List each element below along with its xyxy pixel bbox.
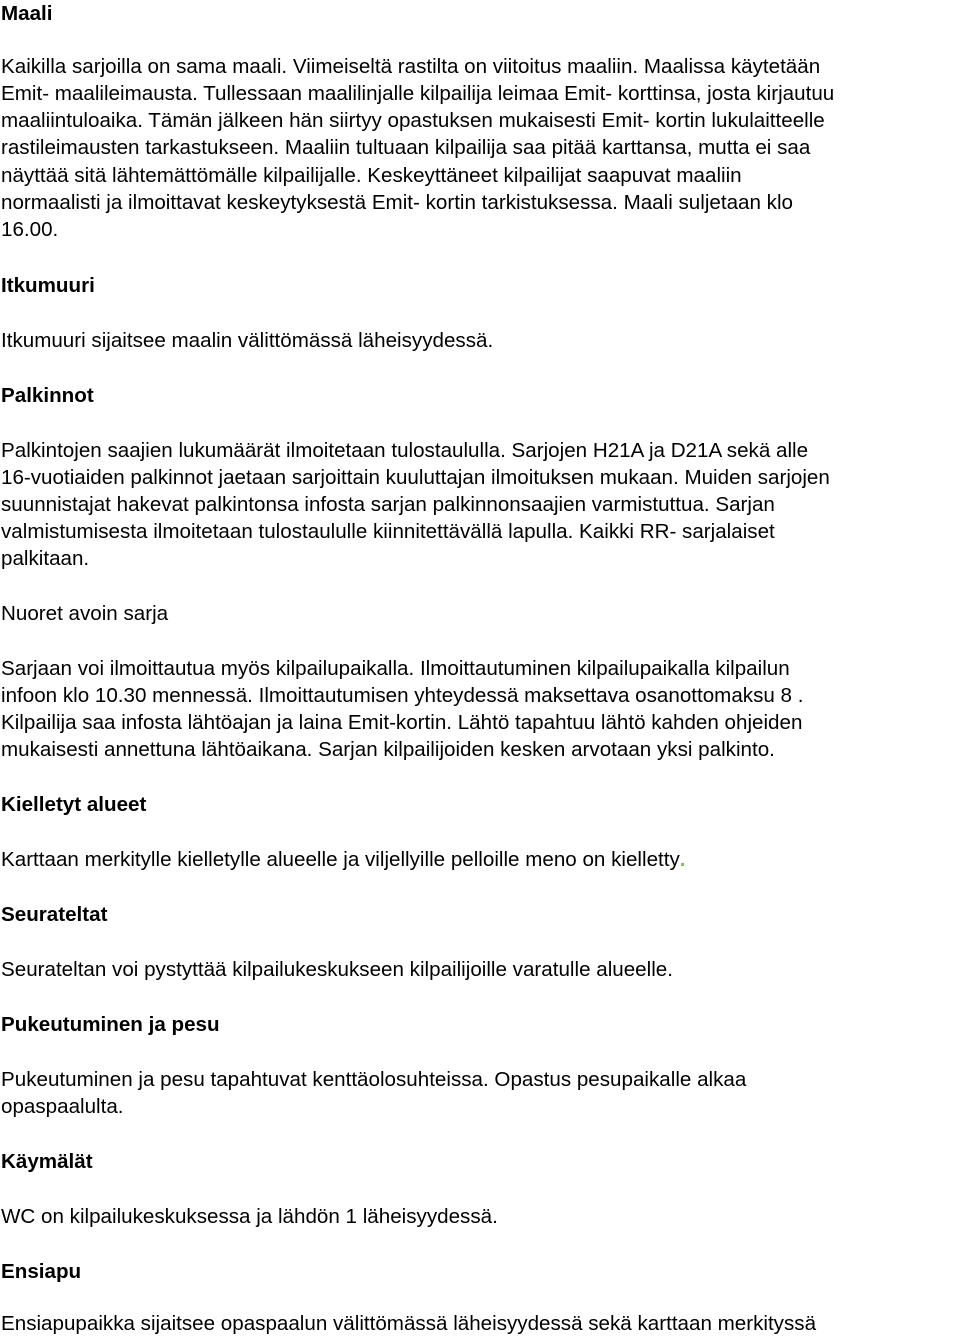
kielletyt-line-1 [1,846,686,873]
heading-kielletyt-alueet: Kielletyt alueet [1,793,147,816]
palkinnot-line-1: Palkintojen saajien lukumäärät ilmoitetaan tulostaululla. Sarjojen H21A ja D21A sekä alle [1,439,809,462]
palkinnot-line-5: palkitaan. [1,547,90,570]
maali-line-2: Emit- maalileimausta. Tullessaan maalilinjalle kilpailija leimaa Emit- korttinsa, josta kirjautuu [1,82,835,105]
itkumuuri-line-1: Itkumuuri sijaitsee maalin välittömässä läheisyydessä. [1,329,494,352]
maali-line-7: 16.00. [1,218,59,241]
nuoret-line-2: infoon klo 10.30 mennessä. Ilmoittautumisen yhteydessä maksettava osanottomaksu 8 . [1,684,804,707]
heading-pukeutuminen-ja-pesu: Pukeutuminen ja pesu [1,1013,220,1036]
palkinnot-line-2: 16-vuotiaiden palkinnot jaetaan sarjoittain kuuluttajan ilmoituksen mukaan. Muiden sarjojen [1,466,830,489]
heading-seurateltat: Seurateltat [1,903,108,926]
palkinnot-line-4: valmistumisesta ilmoitetaan tulostaululle kiinnitettävällä lapulla. Kaikki RR- sarjalaiset [1,520,775,543]
nuoret-line-1: Sarjaan voi ilmoittautua myös kilpailupaikalla. Ilmoittautuminen kilpailupaikalla kilpailun [1,657,790,680]
ensiapu-line-1: Ensiapupaikka sijaitsee opaspaalun välittömässä läheisyydessä sekä karttaan merkityssä [1,1312,817,1335]
pukeutuminen-line-1: Pukeutuminen ja pesu tapahtuvat kenttäolosuhteissa. Opastus pesupaikalle alkaa [1,1068,747,1091]
heading-ensiapu: Ensiapu [1,1260,82,1283]
kaymalat-line-1: WC on kilpailukeskuksessa ja lähdön 1 läheisyydessä. [1,1205,498,1228]
maali-line-4: rastileimausten tarkastukseen. Maaliin tultuaan kilpailija saa pitää karttansa, mutta ei saa [1,136,811,159]
maali-line-1: Kaikilla sarjoilla on sama maali. Viimeiseltä rastilta on viitoitus maaliin. Maalissa käytetään [1,55,821,78]
heading-maali: Maali [1,2,53,25]
heading-kaymalat: Käymälät [1,1150,93,1173]
heading-itkumuuri: Itkumuuri [1,274,95,297]
heading-palkinnot: Palkinnot [1,384,94,407]
maali-line-6: normaalisti ja ilmoittavat keskeytyksestä Emit- kortin tarkistuksessa. Maali suljetaan klo [1,191,793,214]
green-period-mark: . [679,848,686,871]
maali-line-5: näyttää sitä lähtemättömälle kilpailijalle. Keskeyttäneet kilpailijat saapuvat maaliin [1,164,742,187]
kielletyt-line-text: Karttaan merkitylle kielletylle alueelle ja viljellyille pelloille meno on kielletty [1,848,680,871]
seurateltat-line-1: Seurateltan voi pystyttää kilpailukeskukseen kilpailijoille varatulle alueelle. [1,958,673,981]
pukeutuminen-line-2: opaspaalulta. [1,1095,124,1118]
nuoret-line-4: mukaisesti annettuna lähtöaikana. Sarjan kilpailijoiden kesken arvotaan yksi palkinto. [1,738,775,761]
nuoret-line-3: Kilpailija saa infosta lähtöajan ja laina Emit-kortin. Lähtö tapahtuu lähtö kahden ohjeiden [1,711,803,734]
maali-line-3: maaliintuloaika. Tämän jälkeen hän siirtyy opastuksen mukaisesti Emit- kortin lukulaitteelle [1,109,825,132]
heading-nuoret-avoin-sarja: Nuoret avoin sarja [1,602,169,625]
palkinnot-line-3: suunnistajat hakevat palkintonsa infosta sarjan palkinnonsaajien varmistuttua. Sarjan [1,493,775,516]
